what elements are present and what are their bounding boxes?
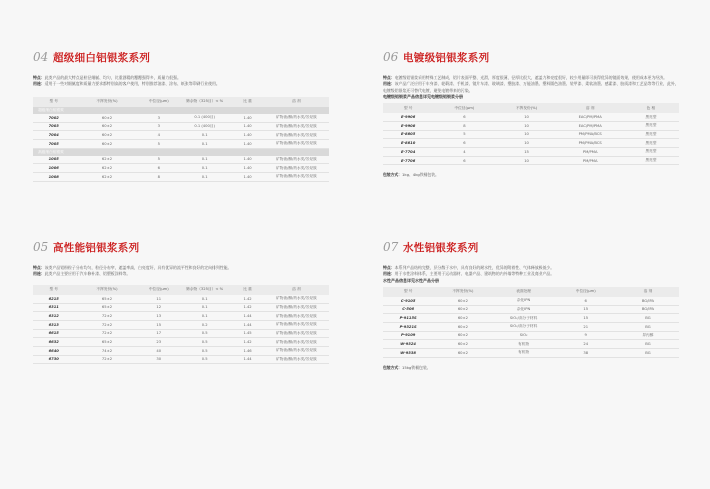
- table-cell: 10: [495, 130, 557, 139]
- model-cell: 1005: [33, 156, 74, 164]
- section-06: [383, 50, 679, 178]
- table-cell: 40: [140, 346, 178, 355]
- section-title: 水性铝银浆系列: [403, 242, 479, 254]
- table-cell: 矿物油/酮/药水类/芳烃族: [264, 164, 329, 173]
- table-cell: 62±2: [74, 172, 139, 181]
- table-cell: 矿物油/酮/药水类/芳烃族: [264, 329, 329, 338]
- table-cell: 矿物油/酮/药水类/芳烃族: [264, 338, 329, 347]
- table-header-row: [33, 285, 329, 295]
- table-row: [383, 113, 679, 121]
- model-cell: E-8810: [383, 139, 433, 148]
- table-cell: SiO₂/高分子材料: [493, 314, 555, 323]
- group-row: [33, 148, 329, 156]
- table-cell: 1.44: [231, 355, 264, 364]
- table-cell: 异丙醇: [617, 331, 679, 340]
- table-row: [33, 172, 329, 181]
- table-cell: 10: [495, 113, 557, 121]
- table-cell: 矿物油/酮/药水类/芳烃族: [264, 320, 329, 329]
- column-header: 溶 剂: [264, 97, 329, 107]
- table-cell: 1.40: [231, 156, 264, 164]
- table-cell: 24: [555, 340, 617, 349]
- column-header: 比 重: [231, 97, 264, 107]
- model-cell: 6632: [33, 338, 74, 347]
- section-header: [383, 240, 679, 256]
- model-cell: C-9105: [383, 297, 433, 305]
- table-cell: 黑亮型: [623, 121, 679, 130]
- table-cell: BG: [617, 322, 679, 331]
- column-header: 不挥发份(%): [433, 287, 492, 297]
- table-row: [33, 338, 329, 347]
- table-cell: 60±2: [433, 331, 492, 340]
- table-cell: 10: [495, 156, 557, 165]
- table-cell: PM/PMA: [558, 147, 623, 156]
- table-cell: 12: [140, 303, 178, 312]
- table-cell: 8: [433, 121, 495, 130]
- table-cell: 0.2: [178, 320, 231, 329]
- table-cell: BG/IPA: [617, 297, 679, 305]
- table-cell: 9: [555, 331, 617, 340]
- model-cell: C-506: [383, 305, 433, 314]
- table-cell: 0.1: [178, 131, 231, 140]
- table-cell: SiO₂: [493, 331, 555, 340]
- model-cell: E-7704: [383, 147, 433, 156]
- table-cell: 杂化IPN: [493, 297, 555, 305]
- model-cell: 7002: [33, 114, 74, 122]
- model-cell: 6730: [33, 355, 74, 364]
- table-cell: 74±2: [74, 346, 139, 355]
- table-row: [383, 156, 679, 165]
- spec-table: [33, 97, 329, 182]
- model-cell: 7003: [33, 122, 74, 131]
- table-row: [33, 114, 329, 122]
- table-cell: 65±2: [74, 295, 139, 303]
- model-cell: 1008: [33, 172, 74, 181]
- table-cell: 矿物油/酮/药水类/芳烃族: [264, 312, 329, 321]
- table-cell: EAC/PM/PMA: [558, 113, 623, 121]
- table-cell: 65±2: [74, 303, 139, 312]
- section-05: [33, 240, 329, 364]
- table-cell: 6: [433, 139, 495, 148]
- model-cell: 6615: [33, 329, 74, 338]
- table-cell: 0.5: [178, 338, 231, 347]
- column-header: 型 号: [33, 285, 74, 295]
- table-cell: 15: [555, 305, 617, 314]
- table-cell: 3: [140, 114, 178, 122]
- model-cell: 6311: [33, 303, 74, 312]
- column-header: 比 重: [231, 285, 264, 295]
- table-cell: PM/PMA/BCS: [558, 130, 623, 139]
- table-cell: 矿物油/酮/药水类/芳烃族: [264, 156, 329, 164]
- table-cell: 1.40: [231, 139, 264, 148]
- table-cell: BG: [617, 314, 679, 323]
- table-cell: 60±2: [433, 322, 492, 331]
- table-cell: 3: [140, 122, 178, 131]
- table-cell: 62±2: [74, 164, 139, 173]
- subheading: 水性产品信息详见水性产品分册: [383, 277, 439, 283]
- table-row: [383, 305, 679, 314]
- table-row: [383, 147, 679, 156]
- section-description: 特点：此类产品的最大特点是粒径细腻、均匀，比重酒精的覆覆强得多，质量力很强。 用途：适用于一些对细腻度和质量力要求都特别高的客户使用，特别推荐油漆、涂布、纸张等印刷行业使用。: [33, 75, 220, 87]
- column-header: 溶 剂: [558, 103, 623, 113]
- table-cell: 矿物油/酮/药水类/芳烃族: [264, 131, 329, 140]
- table-cell: 1.40: [231, 131, 264, 140]
- section-description: 特点：电镀级铝银浆采用特殊工艺制成，铝片表面平整、光滑，厚度很薄，径厚比很大，遮盖力和亮度很好，较少用量即可获得优异的镜面效果，使用成本更为经济。 用途：该产品广泛应用于车身漆、轮毂漆、手机漆、镜片车漆、玻璃漆、塑胶漆、万能油墨、塑料圆色油墨、装甲漆、柔软油墨、感素漆、胶质漆和工艺品等等行业，此外，电镀级铝银浆还可替代电镀，避免电镀带来的污染。 电镀级铝银浆产品信息详见电镀级铝银浆分册: [383, 75, 679, 100]
- table-cell: 1.45: [231, 329, 264, 338]
- table-row: [33, 320, 329, 329]
- table-cell: 60±2: [74, 139, 139, 148]
- model-cell: 6312: [33, 312, 74, 321]
- column-header: 型 号: [383, 287, 433, 297]
- table-row: [33, 355, 329, 364]
- table-cell: 0.1 (400目): [178, 114, 231, 122]
- column-header: 筛余物（325目）< %: [178, 285, 231, 295]
- column-header: 中位径(μm): [140, 97, 178, 107]
- section-number: 07: [383, 240, 399, 254]
- table-row: [383, 322, 679, 331]
- table-cell: BG: [617, 340, 679, 349]
- section-title: 高性能铝银浆系列: [53, 242, 140, 254]
- table-cell: PM/PMA: [558, 156, 623, 165]
- table-cell: 23: [140, 338, 178, 347]
- model-cell: P-9109: [383, 331, 433, 340]
- table-cell: 黑亮型: [623, 130, 679, 139]
- table-cell: 0.1: [178, 303, 231, 312]
- column-header: 表面处理: [493, 287, 555, 297]
- table-cell: 60±2: [433, 314, 492, 323]
- column-header: 不挥发份(%): [74, 97, 139, 107]
- table-cell: 矿物油/酮/药水类/芳烃族: [264, 172, 329, 181]
- column-header: 型 号: [383, 103, 433, 113]
- table-cell: 0.1: [178, 164, 231, 173]
- table-cell: 0.5: [178, 329, 231, 338]
- spec-table: [33, 285, 329, 365]
- table-cell: 60±2: [433, 305, 492, 314]
- table-cell: 6: [433, 156, 495, 165]
- table-row: [33, 139, 329, 148]
- column-header: 中位径(μm): [555, 287, 617, 297]
- table-cell: 15: [495, 147, 557, 156]
- table-row: [383, 297, 679, 305]
- model-cell: W-9324: [383, 340, 433, 349]
- table-row: [33, 156, 329, 164]
- table-cell: 65±2: [74, 338, 139, 347]
- section-number: 06: [383, 50, 399, 64]
- table-cell: 0.1: [178, 312, 231, 321]
- table-cell: 15: [140, 320, 178, 329]
- table-row: [383, 331, 679, 340]
- table-cell: SiO₂/高分子材料: [493, 322, 555, 331]
- column-header: 型 号: [33, 97, 74, 107]
- table-cell: 4: [433, 147, 495, 156]
- section-number: 04: [33, 50, 49, 64]
- section-header: [33, 50, 329, 66]
- table-row: [383, 314, 679, 323]
- table-cell: 0.5: [178, 346, 231, 355]
- table-cell: 10: [495, 121, 557, 130]
- table-cell: BG/IPA: [617, 305, 679, 314]
- table-cell: 60±2: [433, 297, 492, 305]
- table-cell: 1.44: [231, 312, 264, 321]
- table-row: [33, 346, 329, 355]
- model-cell: P-9321S: [383, 322, 433, 331]
- model-cell: 6215: [33, 295, 74, 303]
- table-cell: 矿物油/酮/药水类/芳烃族: [264, 295, 329, 303]
- table-cell: 17: [140, 329, 178, 338]
- packaging-note: 包装方式：15kg铁桶包装。: [383, 364, 431, 370]
- table-cell: 1.40: [231, 172, 264, 181]
- section-header: [383, 50, 679, 66]
- table-cell: 0.5: [178, 355, 231, 364]
- table-cell: 72±2: [74, 329, 139, 338]
- table-cell: 矿物油/酮/药水类/芳烃族: [264, 139, 329, 148]
- section-description: 特点：该类产品铝粉粒子分布均匀，粒径分布窄，遮盖率高，白亮度好，具有优异的流平性和良好的定向排列性能。 用途：此类产品主要应用于汽车修补漆、铝塑板涂料等。: [33, 265, 232, 277]
- column-header: 筛余物（325目）< %: [178, 97, 231, 107]
- table-header-row: [33, 97, 329, 107]
- table-cell: 1.40: [231, 114, 264, 122]
- table-cell: 矿物油/酮/药水类/芳烃族: [264, 346, 329, 355]
- table-row: [33, 122, 329, 131]
- table-cell: 5: [140, 156, 178, 164]
- table-cell: 10: [495, 139, 557, 148]
- table-cell: 5: [433, 130, 495, 139]
- section-title: 电镀级铝银浆系列: [403, 52, 490, 64]
- table-row: [33, 131, 329, 140]
- table-cell: 0.1: [178, 139, 231, 148]
- column-header: 溶 剂: [264, 285, 329, 295]
- table-cell: 矿物油/酮/药水类/芳烃族: [264, 355, 329, 364]
- table-header-row: [383, 103, 679, 113]
- table-cell: 矿物油/酮/药水类/芳烃族: [264, 303, 329, 312]
- column-header: 中位径(μm): [433, 103, 495, 113]
- table-cell: 8: [140, 172, 178, 181]
- subheading: 电镀级铝银浆产品信息详见电镀级铝银浆分册: [383, 94, 463, 100]
- table-row: [33, 295, 329, 303]
- table-cell: 6: [555, 297, 617, 305]
- table-cell: 62±2: [74, 156, 139, 164]
- table-cell: 有机物: [493, 340, 555, 349]
- section-header: [33, 240, 329, 256]
- column-header: 溶 剂: [617, 287, 679, 297]
- table-cell: 1.40: [231, 122, 264, 131]
- model-cell: E-9908: [383, 121, 433, 130]
- table-cell: 杂化IPN: [493, 305, 555, 314]
- model-cell: E-9906: [383, 113, 433, 121]
- table-cell: 0.1: [178, 172, 231, 181]
- table-cell: 黑亮型: [623, 156, 679, 165]
- table-cell: BG: [617, 348, 679, 357]
- table-row: [383, 348, 679, 357]
- table-cell: 1.42: [231, 295, 264, 303]
- table-cell: 1.46: [231, 346, 264, 355]
- table-cell: 72±2: [74, 320, 139, 329]
- section-04: [33, 50, 329, 182]
- table-row: [383, 130, 679, 139]
- table-cell: 有机物: [493, 348, 555, 357]
- table-cell: 黑亮型: [623, 113, 679, 121]
- column-header: 不挥发份(%): [74, 285, 139, 295]
- table-cell: 6: [433, 113, 495, 121]
- group-label: 超级细白铝银浆: [33, 107, 329, 114]
- table-row: [383, 139, 679, 148]
- table-cell: 60±2: [433, 348, 492, 357]
- table-header-row: [383, 287, 679, 297]
- column-header: 中位径(μm): [140, 285, 178, 295]
- model-cell: 6313: [33, 320, 74, 329]
- column-header: 色 相: [623, 103, 679, 113]
- table-row: [33, 164, 329, 173]
- section-description: 特点：本系列产品结构完整，层分散于水中，具有良好的耐水性，优异的附着性、气体释放极低少。 用途：用于水性涂料体系，主要用于运动器材、电器产品、建筑物的内外墙等特种工业及商业产品。 水性产品信息详见水性产品分册: [383, 265, 679, 284]
- table-cell: 矿物油/酮/药水类/芳烃族: [264, 122, 329, 131]
- table-cell: 38: [555, 348, 617, 357]
- table-cell: 15: [555, 314, 617, 323]
- table-cell: 4: [140, 131, 178, 140]
- table-cell: 矿物油/酮/药水类/芳烃族: [264, 114, 329, 122]
- table-cell: 60±2: [74, 114, 139, 122]
- table-cell: 72±2: [74, 355, 139, 364]
- table-cell: EAC/PM/PMA: [558, 121, 623, 130]
- table-cell: PM/PMA/BCS: [558, 139, 623, 148]
- model-cell: 7005: [33, 139, 74, 148]
- model-cell: W-9338: [383, 348, 433, 357]
- spec-table: [383, 287, 679, 358]
- table-cell: 0.1: [178, 156, 231, 164]
- section-number: 05: [33, 240, 49, 254]
- packaging-note: 包装方式：1kg、4kg铁桶包装。: [383, 172, 439, 178]
- table-cell: 5: [140, 139, 178, 148]
- table-cell: 21: [555, 322, 617, 331]
- table-cell: 11: [140, 295, 178, 303]
- section-title: 超级细白铝银浆系列: [53, 52, 151, 64]
- table-cell: 60±2: [74, 131, 139, 140]
- table-cell: 13: [140, 312, 178, 321]
- model-cell: 6640: [33, 346, 74, 355]
- model-cell: E-7706: [383, 156, 433, 165]
- model-cell: 7004: [33, 131, 74, 140]
- table-cell: 6: [140, 164, 178, 173]
- right-page: [355, 0, 710, 489]
- table-row: [33, 312, 329, 321]
- model-cell: 1006: [33, 164, 74, 173]
- table-cell: 0.1: [178, 295, 231, 303]
- table-cell: 黑亮型: [623, 147, 679, 156]
- spec-table: [383, 103, 679, 165]
- table-cell: 1.42: [231, 303, 264, 312]
- table-row: [33, 303, 329, 312]
- model-cell: E-8805: [383, 130, 433, 139]
- table-cell: 60±2: [74, 122, 139, 131]
- group-label: 高级细白铝银浆: [33, 148, 329, 156]
- section-07: [383, 240, 679, 371]
- model-cell: P-9115S: [383, 314, 433, 323]
- table-cell: 30: [140, 355, 178, 364]
- table-cell: 1.40: [231, 164, 264, 173]
- table-cell: 1.42: [231, 338, 264, 347]
- table-row: [383, 340, 679, 349]
- table-cell: 60±2: [433, 340, 492, 349]
- group-row: [33, 107, 329, 114]
- table-cell: 黑亮型: [623, 139, 679, 148]
- table-cell: 72±2: [74, 312, 139, 321]
- table-row: [383, 121, 679, 130]
- table-cell: 1.44: [231, 320, 264, 329]
- table-row: [33, 329, 329, 338]
- column-header: 不挥发份(%): [495, 103, 557, 113]
- table-cell: 0.1 (400目): [178, 122, 231, 131]
